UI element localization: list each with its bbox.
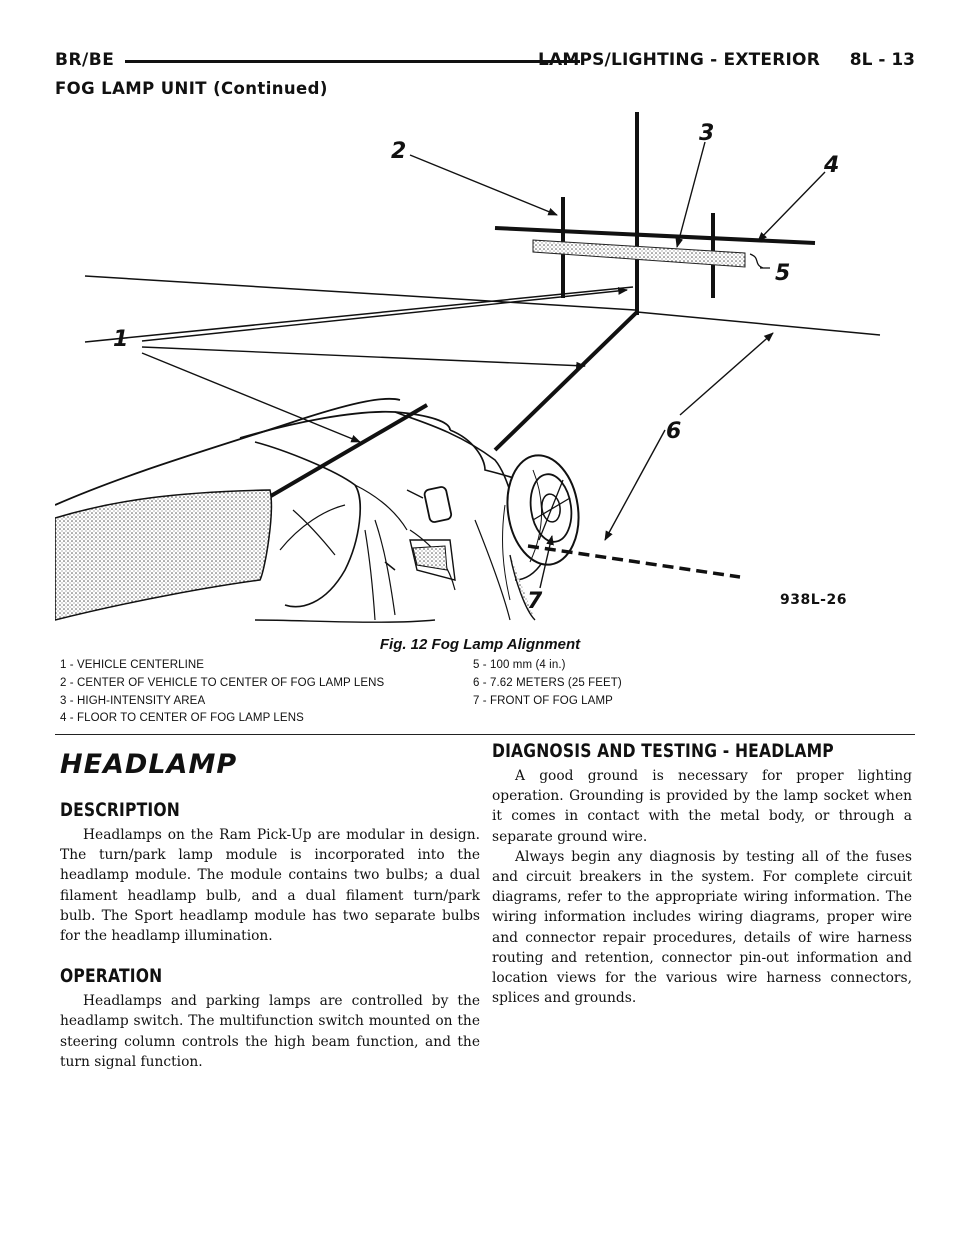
description-heading: DESCRIPTION [60,799,180,821]
callout-1: 1 [113,327,129,352]
legend-item: 1 - VEHICLE CENTERLINE [60,659,205,671]
diagnosis-paragraph-2: Always begin any diagnosis by testing all of the fuses and circuit breakers in the system. For complete circuit diagrams, refer to the appropriate wiring information. The wiring information includes wiring diagrams, proper wire and connector repair procedures, details of wire harness routing and retention, connector pin-out information and location views for the various wire harness connectors, splices and grounds. [492,848,912,1007]
legend-item: 5 - 100 mm (4 in.) [473,659,566,671]
legend-item: 6 - 7.62 METERS (25 FEET) [473,676,622,689]
centerline-floor [495,312,637,450]
beam-lines [85,276,635,342]
callout-3: 3 [699,121,715,146]
legend-item: 4 - FLOOR TO CENTER OF FOG LAMP LENS [60,712,304,725]
figure-caption: Fig. 12 Fog Lamp Alignment [379,636,581,653]
left-column [60,740,480,1072]
callout-5: 5 [775,261,791,286]
diagnosis-heading: DIAGNOSIS AND TESTING - HEADLAMP [492,740,834,762]
legend-item: 7 - FRONT OF FOG LAMP [473,694,613,707]
continued-title: FOG LAMP UNIT (Continued) [55,79,328,98]
legend-item: 2 - CENTER OF VEHICLE TO CENTER OF FOG LAMP LENS [60,676,385,689]
page-header [55,50,915,72]
legend-right [473,657,622,710]
figure-id: 938L-26 [780,592,847,608]
header-page-number: 8L - 13 [849,50,915,70]
legend-item: 3 - HIGH-INTENSITY AREA [60,694,206,707]
callout-7: 7 [527,589,543,614]
headlamp-heading: HEADLAMP [60,749,238,780]
header-model: BR/BE [55,50,115,70]
right-column [492,740,912,1008]
wall-lines [495,112,880,335]
legend-divider [55,734,915,735]
fog-lamp-alignment-figure [55,100,915,630]
callout-2: 2 [391,139,407,164]
callout-6: 6 [666,419,682,444]
description-text: Headlamps on the Ram Pick-Up are modular in design. The turn/park lamp module is incorporated into the headlamp module. The module contains two bulbs; a dual filament headlamp bulb, and a dual filament turn/park bulb. The Sport headlamp module has two separate bulbs for the headlamp illumination. [60,827,480,945]
diagnosis-paragraph-1: A good ground is necessary for proper lighting operation. Grounding is provided by the lamp socket when it comes in contact with the metal body, or through a separate ground wire. [492,768,912,845]
header-section-title: LAMPS/LIGHTING - EXTERIOR [537,50,820,70]
operation-heading: OPERATION [60,965,163,988]
dimension-100mm-marker [750,254,770,268]
vehicle-drawing [55,399,585,622]
header-rule [125,60,580,63]
operation-text: Headlamps and parking lamps are controlled by the headlamp switch. The multifunction switch mounted on the steering column controls the high beam function, and the turn signal function. [60,993,480,1070]
callout-4: 4 [824,153,840,178]
legend-left [60,657,384,728]
